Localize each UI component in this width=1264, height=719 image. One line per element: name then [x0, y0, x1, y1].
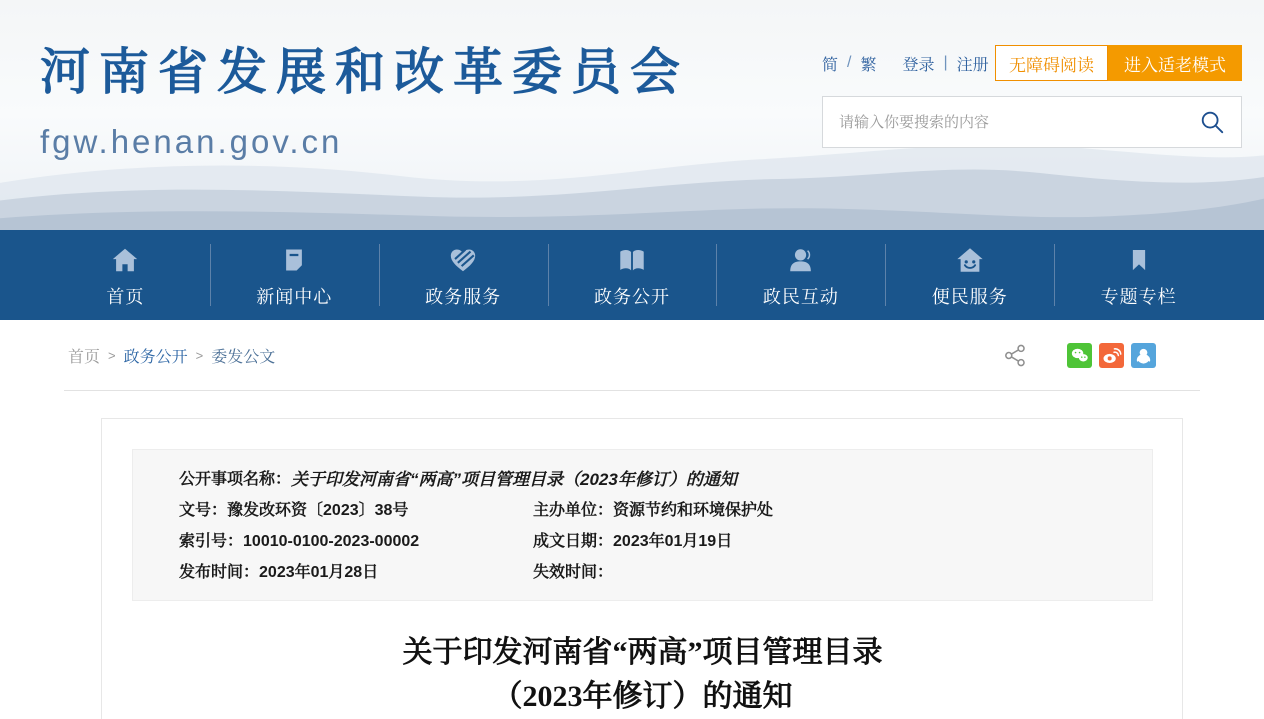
nav-item-convenience[interactable]: [885, 241, 1054, 309]
search-box: [822, 96, 1242, 148]
person-icon: [786, 241, 816, 275]
search-input[interactable]: [839, 114, 1199, 131]
document-meta-box: [132, 449, 1153, 601]
open-book-icon: [616, 241, 648, 275]
meta-item-name-label: 公开事项名称：: [179, 471, 292, 488]
home-icon: [110, 241, 140, 275]
utility-row: [822, 45, 1242, 81]
breadcrumb: [68, 344, 275, 367]
share-badges: [1067, 343, 1156, 368]
meta-expiry-time: 失效时间：: [533, 564, 614, 581]
share-toolbar: [1004, 343, 1156, 368]
meta-host-unit: 主办单位：资源节约和环境保护处: [533, 502, 774, 519]
register-link[interactable]: 注册: [956, 56, 989, 74]
site-header: [0, 0, 1264, 230]
wechat-icon[interactable]: [1067, 343, 1092, 368]
bookmark-icon: [1125, 241, 1153, 275]
nav-item-news[interactable]: [210, 241, 379, 309]
meta-row-docnumber-hostunit: [179, 495, 1122, 526]
site-url: fgw.henan.gov.cn: [40, 123, 343, 160]
breadcrumb-home-link[interactable]: 首页: [68, 348, 101, 366]
lang-separator: /: [847, 54, 852, 71]
document-title: [132, 631, 1153, 719]
main-nav: [0, 230, 1264, 320]
auth-separator: |: [943, 54, 948, 71]
breadcrumb-disclosure-link[interactable]: 政务公开: [123, 348, 188, 366]
smiling-house-icon: [955, 241, 985, 275]
meta-row-index-writtendate: [179, 526, 1122, 557]
nav-label: 政务公开: [594, 287, 670, 307]
nav-label: 政务服务: [425, 287, 502, 307]
hand-heart-icon: [448, 241, 478, 275]
breadcrumb-current-page: 委发公文: [211, 348, 276, 366]
qq-icon[interactable]: [1131, 343, 1156, 368]
lang-simplified-link[interactable]: 简: [822, 56, 839, 74]
meta-row-publish-expiry: [179, 557, 1122, 588]
nav-item-topics[interactable]: [1054, 241, 1223, 309]
nav-label: 便民服务: [931, 287, 1008, 307]
nav-label: 专题专栏: [1100, 287, 1177, 307]
breadcrumb-separator: >: [108, 347, 116, 363]
meta-item-name-value: 关于印发河南省“两高”项目管理目录（2023年修订）的通知: [291, 470, 737, 489]
content-area: [101, 418, 1183, 719]
breadcrumb-separator: >: [195, 347, 204, 363]
news-icon: [280, 241, 308, 275]
weibo-icon[interactable]: [1099, 343, 1124, 368]
nav-label: 新闻中心: [256, 287, 333, 307]
site-name: 河南省发展和改革委员会: [40, 44, 689, 100]
nav-item-disclosure[interactable]: [548, 241, 717, 309]
nav-label: 首页: [106, 287, 145, 307]
meta-row-item-name: [179, 464, 1122, 495]
elder-mode-button[interactable]: 进入适老模式: [1108, 45, 1242, 81]
nav-item-home[interactable]: [41, 241, 210, 309]
login-link[interactable]: 登录: [902, 56, 935, 74]
lang-traditional-link[interactable]: 繁: [860, 56, 877, 74]
document-title-line2: （2023年修订）的通知: [492, 680, 793, 713]
nav-item-services[interactable]: [379, 241, 548, 309]
share-icon[interactable]: [1004, 344, 1027, 367]
document-container: [101, 418, 1183, 719]
meta-doc-number: 文号：豫发改环资〔2023〕38号: [179, 502, 409, 519]
nav-item-interaction[interactable]: [716, 241, 885, 309]
breadcrumb-bar: [64, 320, 1200, 391]
site-logo[interactable]: [40, 40, 689, 162]
meta-written-date: 成文日期：2023年01月19日: [533, 533, 733, 550]
search-icon: [1199, 109, 1225, 135]
language-toggle: [822, 52, 876, 75]
auth-links: [902, 52, 988, 75]
meta-index-number: 索引号：10010-0100-2023-00002: [179, 533, 420, 550]
nav-label: 政民互动: [762, 287, 839, 307]
header-utilities: [822, 45, 1242, 148]
document-title-line1: 关于印发河南省“两高”项目管理目录: [402, 636, 883, 669]
meta-publish-time: 发布时间：2023年01月28日: [179, 564, 379, 581]
search-button[interactable]: [1199, 109, 1225, 135]
accessibility-reading-button[interactable]: 无障碍阅读: [995, 45, 1108, 81]
